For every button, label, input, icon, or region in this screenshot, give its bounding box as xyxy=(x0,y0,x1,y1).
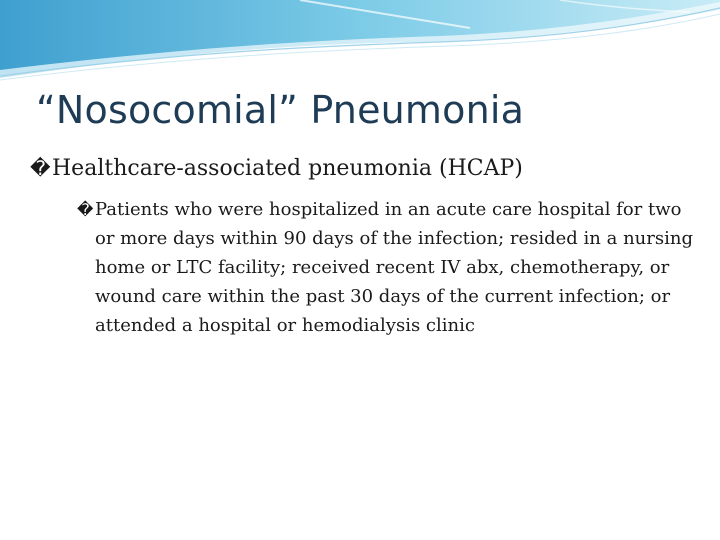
bullet-level1 xyxy=(30,153,690,184)
bullet-level1-text: Healthcare-associated pneumonia (HCAP) xyxy=(52,156,523,181)
slide-title: “Nosocomial” Pneumonia xyxy=(36,88,525,132)
bullet-marker-icon: � xyxy=(77,200,94,219)
bullet-level2-text: Patients who were hospitalized in an acute care hospital for two or more days within 90 days of the infection; resided in a nursing home or LTC facility; received recent IV abx, chemotherapy, or wound care within the past 30 days of the current infection; or attended a hospital or hemodialysis clinic xyxy=(95,199,693,336)
bullet-level2 xyxy=(77,195,705,340)
header-wave-decoration xyxy=(0,0,720,90)
bullet-marker-icon: � xyxy=(30,156,51,180)
